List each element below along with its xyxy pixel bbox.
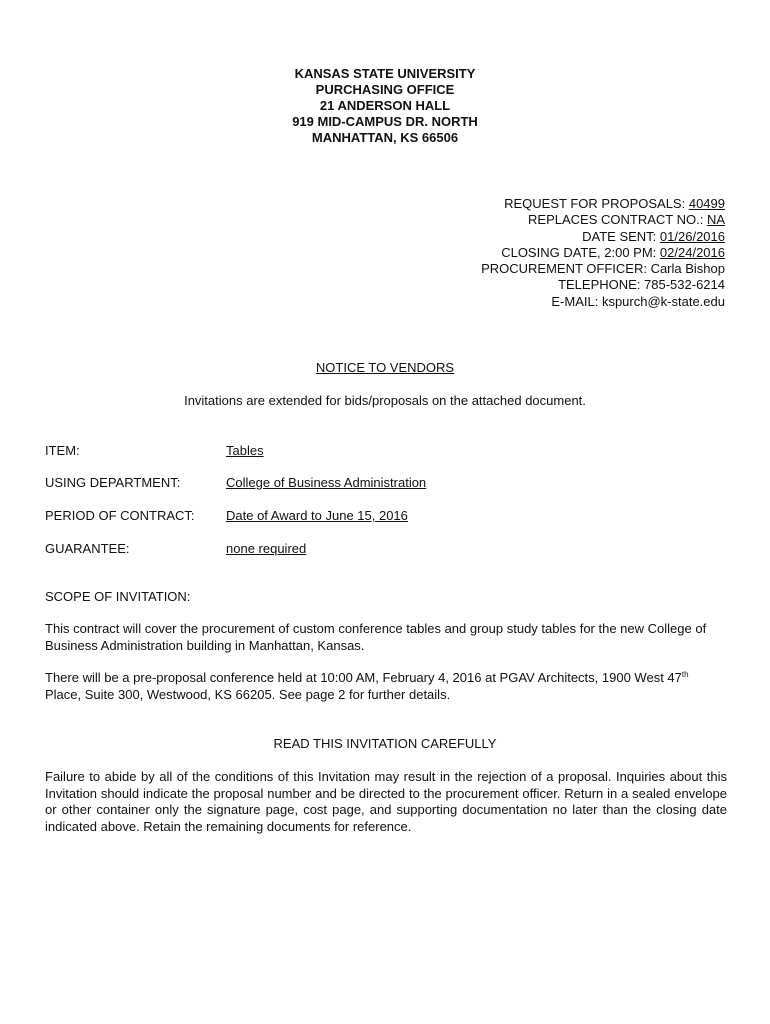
item-value: Tables (226, 443, 264, 458)
replaces-contract-line (481, 212, 725, 228)
replaces-label: REPLACES CONTRACT NO.: (528, 212, 704, 228)
header-line-city: MANHATTAN, KS 66506 (311, 130, 459, 145)
closing-date-line (481, 245, 725, 261)
guarantee-row (45, 541, 306, 556)
period-row (45, 508, 408, 523)
rfp-label: REQUEST FOR PROPOSALS: (504, 196, 686, 211)
header-line-university: KANSAS STATE UNIVERSITY (294, 66, 476, 81)
header-line-office: PURCHASING OFFICE (315, 82, 455, 97)
item-label: ITEM: (45, 443, 80, 458)
read-carefully-heading: READ THIS INVITATION CAREFULLY (273, 736, 497, 751)
date-sent-label: DATE SENT: (582, 228, 657, 244)
rfp-number: 40499 (688, 196, 725, 211)
notice-title (0, 360, 770, 375)
email: E-MAIL: kspurch@k-state.edu (551, 293, 725, 309)
item-row (45, 443, 264, 458)
scope-paragraph-2-start: There will be a pre-proposal conference held at 10:00 AM, February 4, 2016 at PGAV Architects, 1900 West 47 (45, 670, 682, 685)
notice-text: Invitations are extended for bids/proposals on the attached document. (184, 393, 586, 408)
scope-paragraph-2 (45, 670, 727, 703)
conditions-paragraph: Failure to abide by all of the conditions of this Invitation may result in the rejection of a proposal. Inquiries about this Invitation should indicate the proposal number and be directed to the procurement officer. Return in a sealed envelope or other container only the signature page, cost page, and supporting documentation no later than the closing date indicated above. Retain the remaining documents for reference. (45, 769, 727, 834)
replaces-value: NA (706, 212, 725, 228)
department-label: USING DEPARTMENT: (45, 475, 181, 490)
date-sent-value: 01/26/2016 (659, 228, 725, 244)
scope-paragraph-1: This contract will cover the procurement of custom conference tables and group study tables for the new College of Business Administration building in Manhattan, Kansas. (45, 621, 707, 653)
guarantee-label: GUARANTEE: (45, 541, 130, 556)
ordinal-suffix: th (681, 670, 689, 679)
date-sent-line (481, 229, 725, 245)
notice-title-text: NOTICE TO VENDORS (315, 360, 455, 375)
period-value: Date of Award to June 15, 2016 (226, 508, 408, 523)
closing-date-value: 02/24/2016 (659, 244, 725, 260)
closing-date-label: CLOSING DATE, 2:00 PM: (501, 244, 657, 260)
telephone: TELEPHONE: 785-532-6214 (558, 277, 725, 293)
period-label: PERIOD OF CONTRACT: (45, 508, 195, 523)
letterhead (0, 66, 770, 146)
header-line-hall: 21 ANDERSON HALL (319, 98, 451, 113)
department-value: College of Business Administration (226, 475, 427, 490)
procurement-officer: PROCUREMENT OFFICER: Carla Bishop (481, 261, 725, 277)
department-row (45, 475, 426, 490)
header-line-street: 919 MID-CAMPUS DR. NORTH (292, 114, 478, 129)
guarantee-value: none required (226, 541, 307, 556)
rfp-number-line (481, 196, 725, 212)
scope-heading: SCOPE OF INVITATION: (45, 589, 191, 604)
rfp-details (481, 196, 725, 310)
scope-paragraph-2-end: Place, Suite 300, Westwood, KS 66205. See page 2 for further details. (45, 686, 451, 702)
